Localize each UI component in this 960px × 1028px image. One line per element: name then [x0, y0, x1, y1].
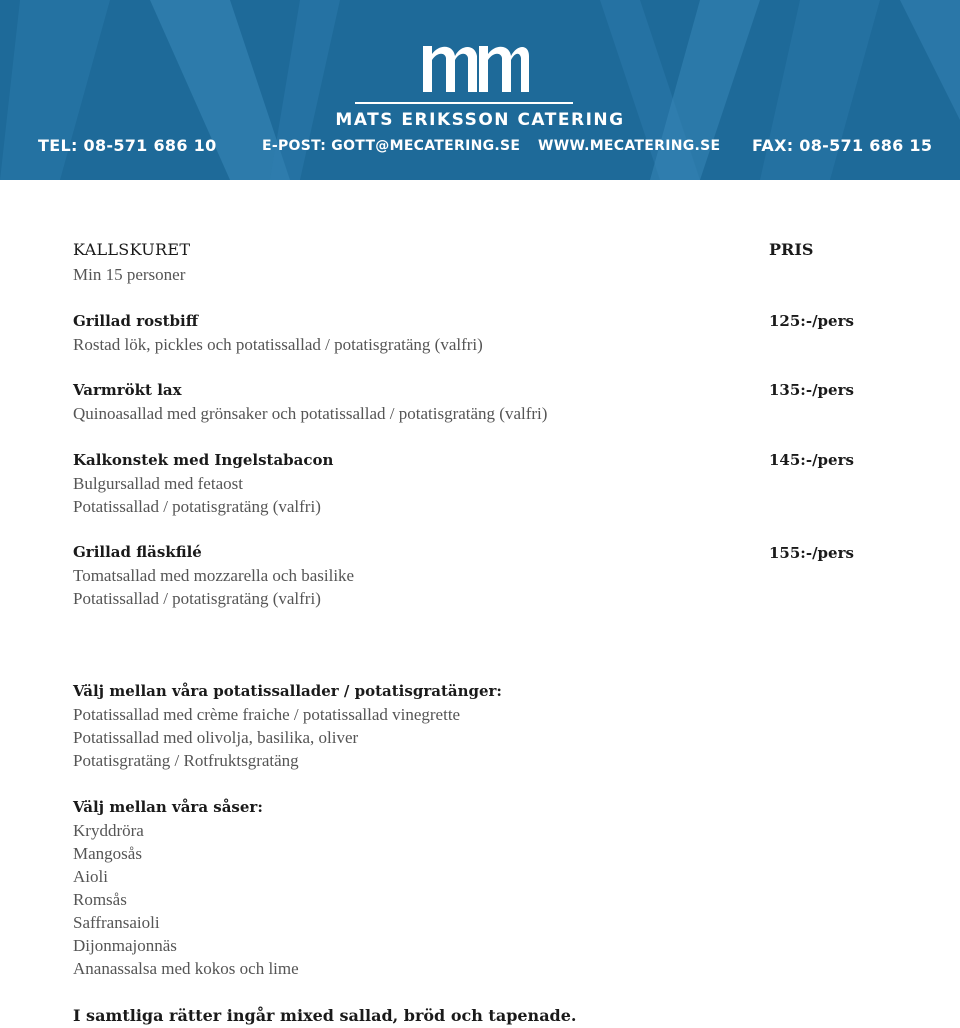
- dish-name: Varmrökt lax: [73, 381, 182, 399]
- list-item: Potatissallad med olivolja, basilika, oliver: [73, 728, 359, 747]
- header-banner: [0, 0, 960, 180]
- potato-heading: Välj mellan våra potatissallader / potatisgratänger:: [73, 682, 502, 700]
- list-item: Romsås: [73, 890, 127, 909]
- logo-divider: [355, 102, 573, 104]
- list-item: Saffransaioli: [73, 913, 160, 932]
- sauces-heading: Välj mellan våra såser:: [73, 798, 263, 816]
- dish-name: Kalkonstek med Ingelstabacon: [73, 451, 334, 469]
- dish-price: 145:-/pers: [769, 451, 854, 469]
- dish-description: Bulgursallad med fetaost: [73, 474, 243, 493]
- price-header: PRIS: [769, 240, 814, 259]
- footer-note: I samtliga rätter ingår mixed sallad, bröd och tapenade.: [73, 1006, 577, 1025]
- dish-name: Grillad rostbiff: [73, 312, 199, 330]
- dish-description: Rostad lök, pickles och potatissallad / potatisgratäng (valfri): [73, 335, 483, 354]
- mm-monogram-logo-icon: [421, 38, 531, 98]
- dish-description: Potatissallad / potatisgratäng (valfri): [73, 589, 321, 608]
- brand-name: MATS ERIKSSON CATERING: [335, 110, 625, 130]
- potato-options: [73, 680, 502, 772]
- list-item: Mangosås: [73, 844, 142, 863]
- menu-title: KALLSKURET: [73, 240, 191, 259]
- dish-description: Potatissallad / potatisgratäng (valfri): [73, 497, 321, 516]
- dish-item: [73, 379, 547, 425]
- dish-description: Tomatsallad med mozzarella och basilike: [73, 566, 355, 585]
- dish-item: [73, 310, 483, 356]
- dish-price: 155:-/pers: [769, 544, 854, 562]
- list-item: Ananassalsa med kokos och lime: [73, 959, 299, 978]
- contact-fax: FAX: 08-571 686 15: [752, 136, 933, 155]
- dish-item: [73, 541, 354, 610]
- dish-name: Grillad fläskfilé: [73, 543, 202, 561]
- sauce-options: [73, 796, 299, 980]
- dish-item: [73, 449, 333, 518]
- list-item: Potatisgratäng / Rotfruktsgratäng: [73, 751, 299, 770]
- list-item: Aioli: [73, 867, 108, 886]
- contact-phone: TEL: 08-571 686 10: [38, 136, 217, 155]
- dish-description: Quinoasallad med grönsaker och potatissallad / potatisgratäng (valfri): [73, 404, 548, 423]
- list-item: Potatissallad med crème fraiche / potatissallad vinegrette: [73, 705, 461, 724]
- menu-subtitle: Min 15 personer: [73, 265, 186, 284]
- contact-email[interactable]: E-POST: GOTT@MECATERING.SE: [262, 138, 521, 154]
- list-item: Kryddröra: [73, 821, 144, 840]
- list-item: Dijonmajonnäs: [73, 936, 177, 955]
- dish-price: 135:-/pers: [769, 381, 854, 399]
- contact-website[interactable]: WWW.MECATERING.SE: [538, 138, 721, 154]
- dish-price: 125:-/pers: [769, 312, 854, 330]
